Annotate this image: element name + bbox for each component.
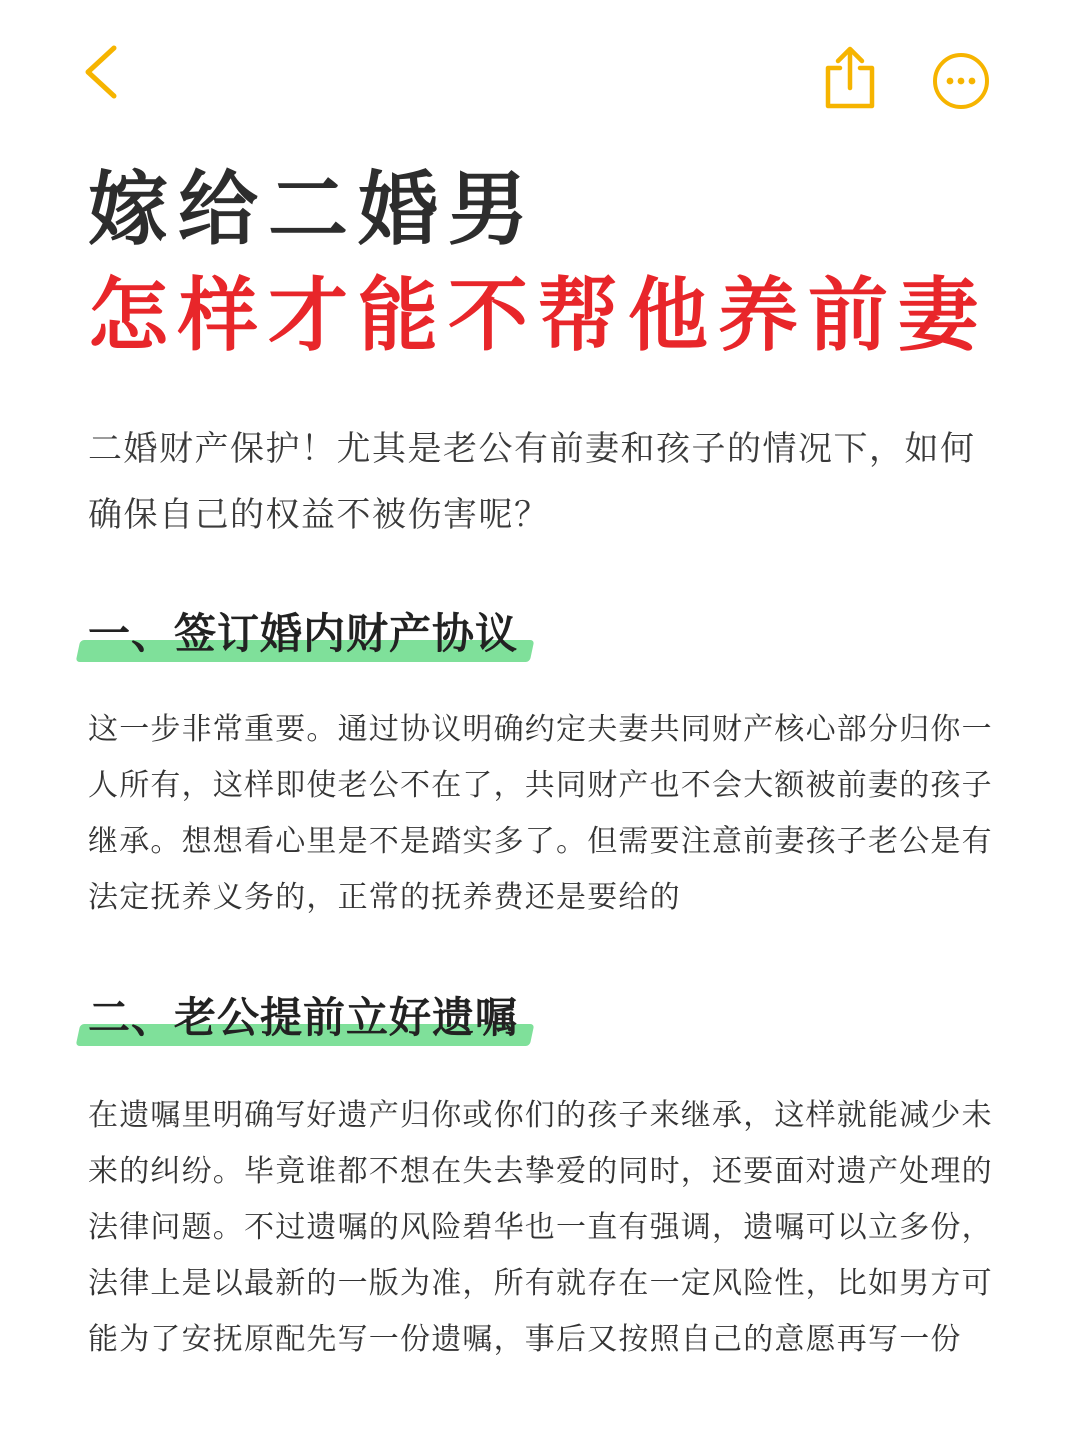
section-will (88, 988, 1008, 1368)
section-heading (88, 604, 518, 664)
section-heading (88, 988, 518, 1048)
section-heading-text: 二、老公提前立好遗嘱 (88, 993, 519, 1042)
top-bar (0, 0, 1080, 150)
share-icon (822, 44, 878, 110)
section-body: 这一步非常重要。通过协议明确约定夫妻共同财产核心部分归你一人所有，这样即使老公不在了，共同财产也不会大额被前妻的孩子继承。想想看心里是不是踏实多了。但需要注意前妻孩子老公是有法定抚养义务的，正常的抚养费还是要给的 (88, 712, 993, 915)
page-title-line-1: 嫁给二婚男 (88, 163, 538, 256)
section-heading-text: 一、签订婚内财产协议 (88, 609, 519, 658)
chevron-left-icon (78, 40, 128, 104)
more-horizontal-icon (930, 50, 992, 112)
section-body: 在遗嘱里明确写好遗产归你或你们的孩子来继承，这样就能减少未来的纠纷。毕竟谁都不想在失去挚爱的同时，还要面对遗产处理的法律问题。不过遗嘱的风险碧华也一直有强调，遗嘱可以立多份，法律上是以最新的一版为准，所有就存在一定风险性，比如男方可能为了安抚原配先写一份遗嘱，事后又按照自己的意愿再写一份 (88, 1098, 993, 1357)
intro-paragraph: 二婚财产保护！尤其是老公有前妻和孩子的情况下，如何确保自己的权益不被伤害呢？ (88, 429, 976, 535)
share-button[interactable] (822, 44, 878, 110)
page-title-line-2: 怎样才能不帮他养前妻 (88, 269, 988, 362)
section-prenup (88, 604, 1008, 926)
back-button[interactable] (78, 40, 128, 104)
more-button[interactable] (930, 50, 992, 112)
